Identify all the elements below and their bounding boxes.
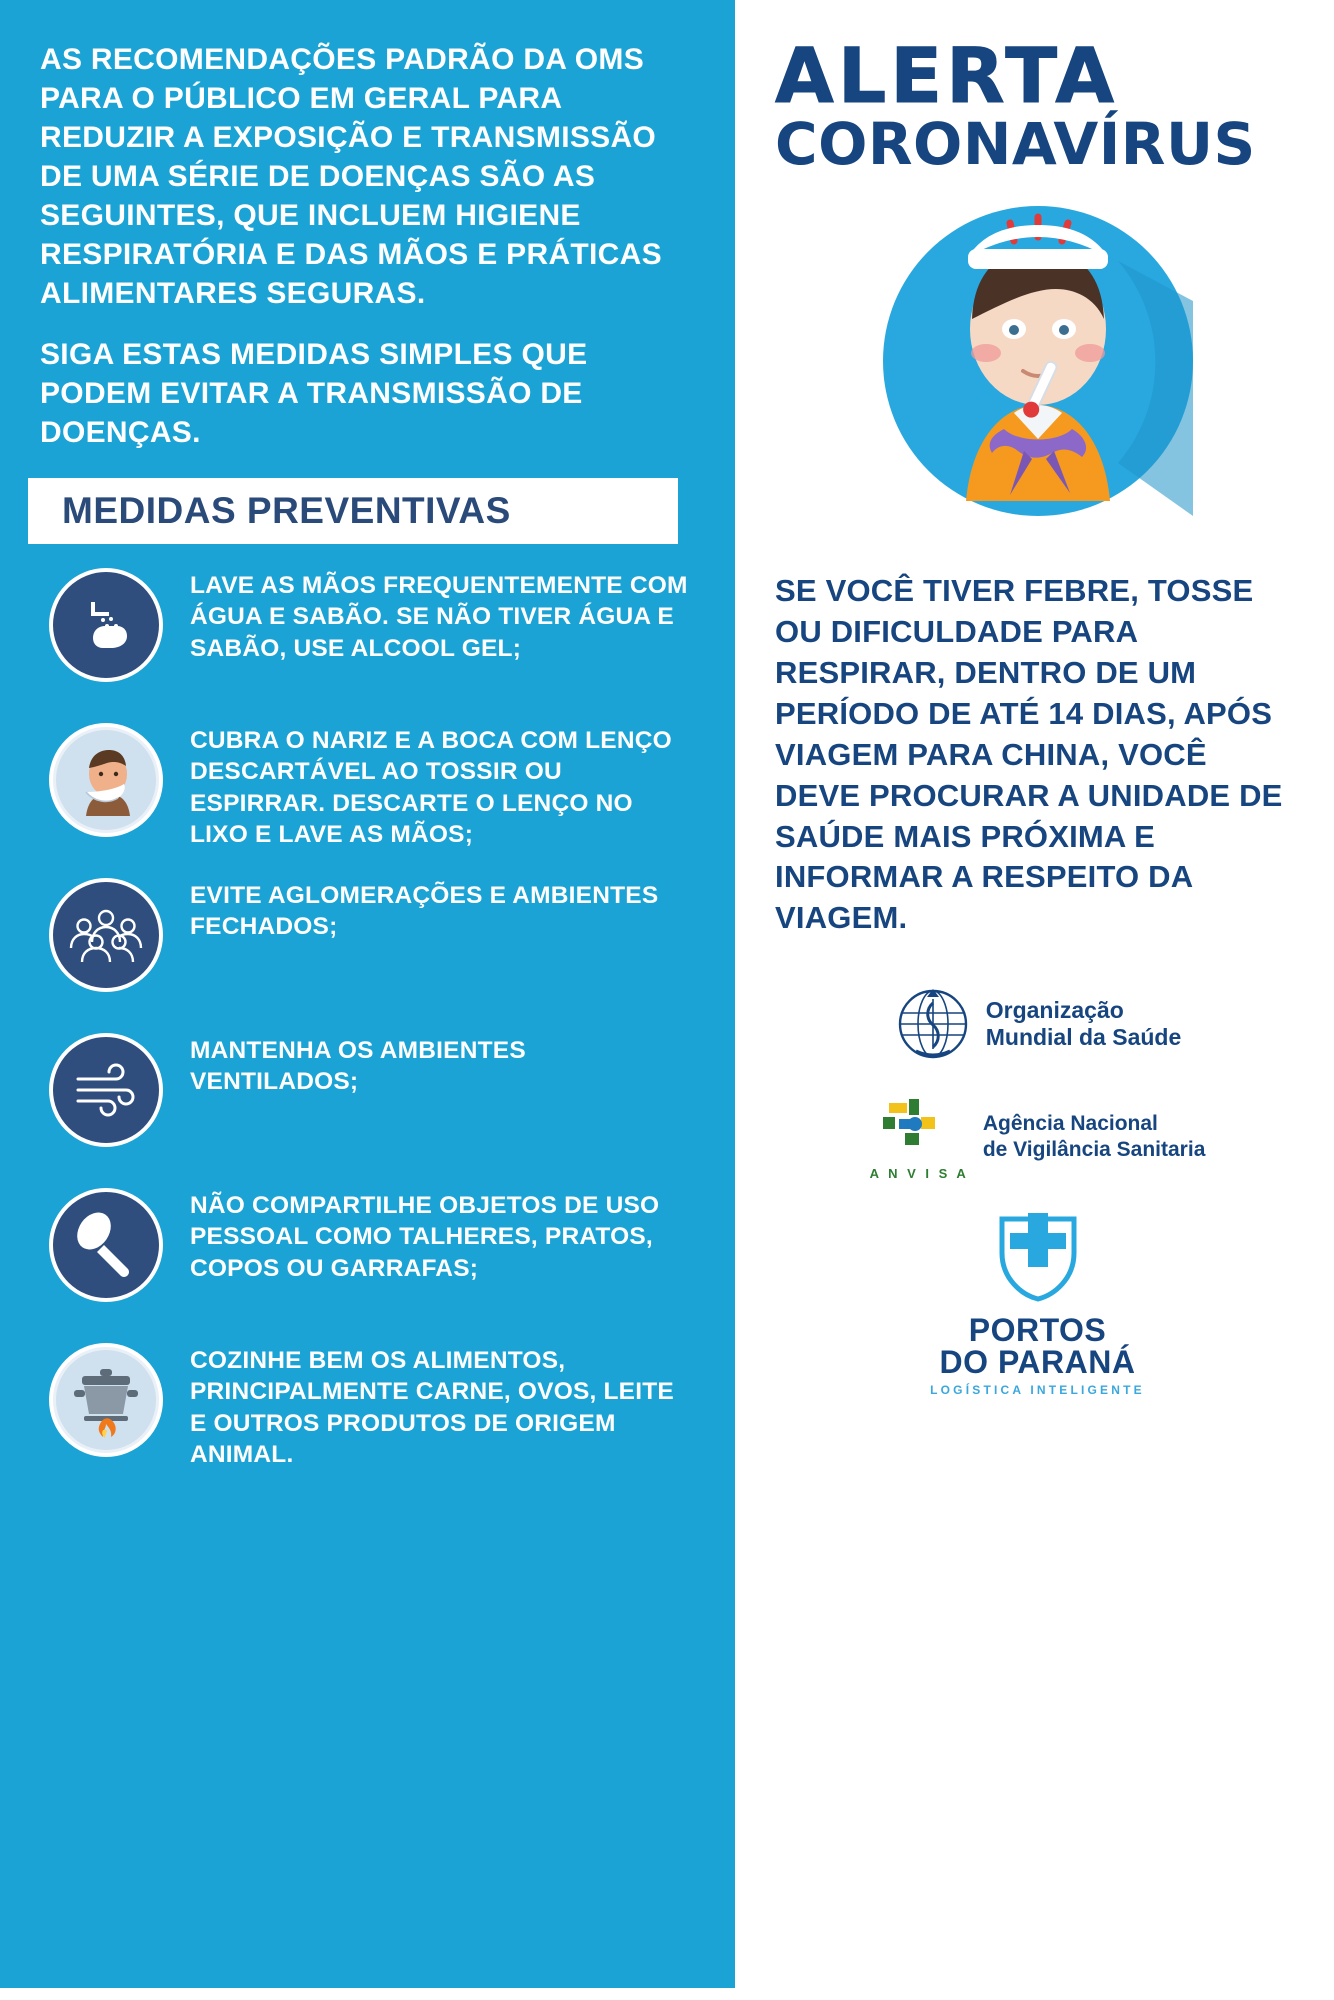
portos-do-parana-logo-icon [984,1211,1092,1307]
page-title-coronavirus: CORONAVÍRUS [775,110,1256,179]
measure-text: MANTENHA OS AMBIENTES VENTILADOS; [190,1037,526,1096]
measure-icon-wrapper [40,562,172,682]
who-logo-line2: Mundial da Saúde [985,1024,1182,1051]
crowd-icon [49,878,163,992]
portos-tagline: LOGÍSTICA INTELIGENTE [930,1383,1145,1398]
section-title-medidas-preventivas: MEDIDAS PREVENTIVAS [28,478,678,544]
measure-icon-wrapper [40,1337,172,1457]
measure-icon-wrapper [40,872,172,992]
page-title-alerta: ALERTA [775,31,1119,120]
measure-text: NÃO COMPARTILHE OBJETOS DE USO PESSOAL COMO TALHERES, PRATOS, COPOS OU GARRAFAS; [190,1192,660,1282]
cover-cough-icon [49,723,163,837]
measure-item [0,1027,735,1182]
illustration-wrapper [775,201,1300,531]
measure-icon-wrapper [40,717,172,837]
sick-person-with-thermometer-icon [818,201,1258,531]
cutlery-spoon-icon [49,1188,163,1302]
ventilation-wind-icon [49,1033,163,1147]
logo-oms [775,985,1300,1063]
portos-text-block [775,1314,1300,1397]
portos-line1: PORTOS [968,1312,1107,1349]
measure-item [0,1337,735,1487]
left-intro-block [0,0,735,452]
logos-block [775,985,1300,1397]
measure-text: CUBRA O NARIZ E A BOCA COM LENÇO DESCARTÁVEL AO TOSSIR OU ESPIRRAR. DESCARTE O LENÇO NO LIXO E LAVE AS MÃOS; [190,727,672,849]
measure-text: EVITE AGLOMERAÇÕES E AMBIENTES FECHADOS; [190,882,659,941]
measure-item [0,717,735,872]
measure-text: COZINHE BEM OS ALIMENTOS, PRINCIPALMENTE CARNE, OVOS, LEITE E OUTROS PRODUTOS DE ORIGEM ANIMAL. [190,1347,674,1469]
title-block [775,31,1300,179]
anvisa-logo-line2: de Vigilância Sanitaria [982,1138,1206,1162]
anvisa-logo-icon [875,1093,963,1159]
measure-item [0,1182,735,1337]
anvisa-logo-line1: Agência Nacional [982,1111,1158,1135]
handwash-icon [49,568,163,682]
portos-line2: DO PARANÁ [939,1344,1136,1381]
measure-item [0,562,735,717]
who-logo-icon [894,985,972,1063]
intro-paragraph-1: AS RECOMENDAÇÕES PADRÃO DA OMS PARA O PÚBLICO EM GERAL PARA REDUZIR A EXPOSIÇÃO E TRANSMISSÃO DE UMA SÉRIE DE DOENÇAS SÃO AS SEGUINTES, QUE INCLUEM HIGIENE RESPIRATÓRIA E DAS MÃOS E PRÁTICAS ALIMENTARES SEGURAS. [40,43,662,310]
who-logo-line1: Organização [985,996,1124,1023]
measure-icon-wrapper [40,1182,172,1302]
logo-portos [775,1211,1300,1397]
cooking-pot-icon [49,1343,163,1457]
logo-anvisa [775,1093,1300,1181]
anvisa-wordmark: A N V I S A [869,1166,969,1182]
who-logo-text [986,997,1182,1052]
warning-text: SE VOCÊ TIVER FEBRE, TOSSE OU DIFICULDADE PARA RESPIRAR, DENTRO DE UM PERÍODO DE ATÉ 14 DIAS, APÓS VIAGEM PARA CHINA, VOCÊ DEVE PROCURAR A UNIDADE DE SAÚDE MAIS PRÓXIMA E INFORMAR A RESPEITO DA VIAGEM. [775,573,1283,936]
right-column [735,0,1334,2000]
bottom-strip [0,1988,1334,2000]
intro-paragraph-2: SIGA ESTAS MEDIDAS SIMPLES QUE PODEM EVITAR A TRANSMISSÃO DE DOENÇAS. [40,338,588,449]
anvisa-logo-text [983,1111,1206,1164]
measure-text: LAVE AS MÃOS FREQUENTEMENTE COM ÁGUA E SABÃO. SE NÃO TIVER ÁGUA E SABÃO, USE ALCOOL GEL; [190,572,688,662]
measure-icon-wrapper [40,1027,172,1147]
measure-item [0,872,735,1027]
